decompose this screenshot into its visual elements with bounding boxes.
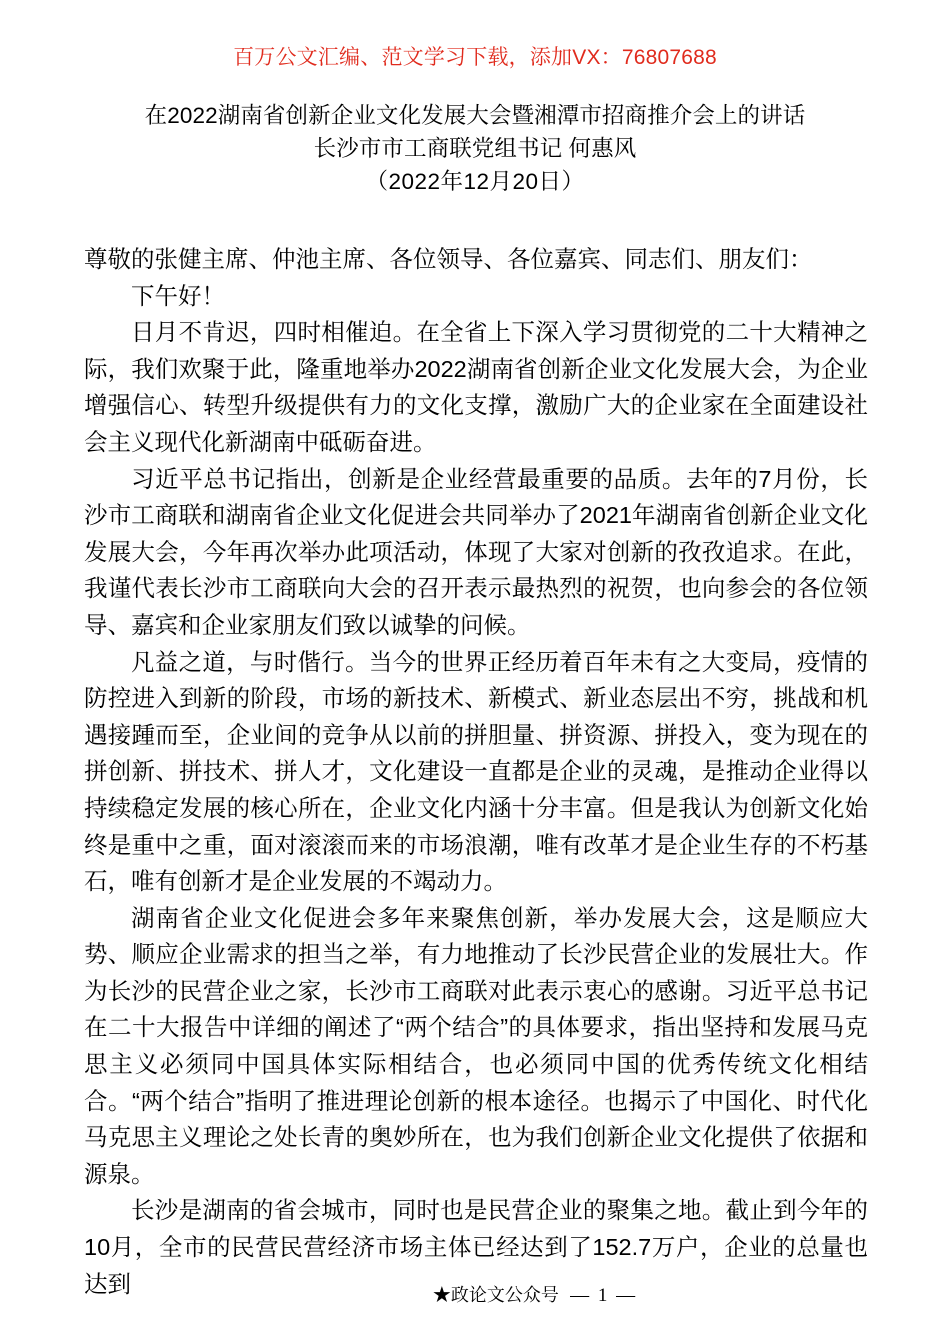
page-footer [0, 1282, 950, 1309]
promo-banner-text: 百万公文汇编、范文学习下载，添加VX：76807688 [233, 46, 717, 69]
paragraph-promotion-association: 湖南省企业文化促进会多年来聚焦创新，举办发展大会，这是顺应大势、顺应企业需求的担当之举，有力地推动了长沙民营企业的发展壮大。作为长沙的民营企业之家，长沙市工商联对此表示衷心的感谢。习近平总书记在二十大报告中详细的阐述了“两个结合”的具体要求，指出坚持和发展马克思主义必须同中国具体实际相结合，也必须同中国的优秀传统文化相结合。“两个结合”指明了推进理论创新的根本途径。也揭示了中国化、时代化马克思主义理论之处长青的奥妙所在，也为我们创新企业文化提供了依据和源泉。 [84, 904, 868, 1187]
document-body [84, 241, 868, 1302]
title-line-date: （2022年12月20日） [365, 169, 585, 194]
paragraph-salutation: 尊敬的张健主席、仲池主席、各位领导、各位嘉宾、同志们、朋友们： [84, 246, 813, 272]
paragraph-congratulation: 习近平总书记指出，创新是企业经营最重要的品质。去年的7月份，长沙市工商联和湖南省企业文化促进会共同举办了2021年湖南省创新企业文化发展大会，今年再次举办此项活动，体现了大家对创新的孜孜追求。在此，我谨代表长沙市工商联向大会的召开表示最热烈的祝贺，也向参会的各位领导、嘉宾和企业家朋友们致以诚挚的问候。 [84, 465, 868, 638]
paragraph-changsha-stats: 长沙是湖南的省会城市，同时也是民营企业的聚集之地。截止到今年的10月，全市的民营民营经济市场主体已经达到了152.7万户，企业的总量也达到 [84, 1197, 868, 1297]
document-title-block [0, 99, 950, 198]
title-line-speaker: 长沙市市工商联党组书记 何惠风 [313, 136, 637, 161]
footer-watermark: ★政论文公众号 [432, 1285, 559, 1305]
title-line-main: 在2022湖南省创新企业文化发展大会暨湘潭市招商推介会上的讲话 [144, 103, 806, 128]
paragraph-opening: 日月不肯迟，四时相催迫。在全省上下深入学习贯彻党的二十大精神之际，我们欢聚于此，隆重地举办2022湖南省创新企业文化发展大会，为企业增强信心、转型升级提供有力的文化支撑，激励广大的企业家在全面建设社会主义现代化新湖南中砥砺奋进。 [84, 319, 868, 455]
paragraph-innovation-culture: 凡益之道，与时偕行。当今的世界正经历着百年未有之大变局，疫情的防控进入到新的阶段，市场的新技术、新模式、新业态层出不穷，挑战和机遇接踵而至，企业间的竞争从以前的拼胆量、拼资源、拼投入，变为现在的拼创新、拼技术、拼人才，文化建设一直都是企业的灵魂，是推动企业得以持续稳定发展的核心所在，企业文化内涵十分丰富。但是我认为创新文化始终是重中之重，面对滚滚而来的市场浪潮，唯有改革才是企业生存的不朽基石，唯有创新才是企业发展的不竭动力。 [84, 648, 868, 895]
page-number: — 1 — [570, 1285, 638, 1306]
paragraph-greeting: 下午好！ [131, 282, 225, 309]
